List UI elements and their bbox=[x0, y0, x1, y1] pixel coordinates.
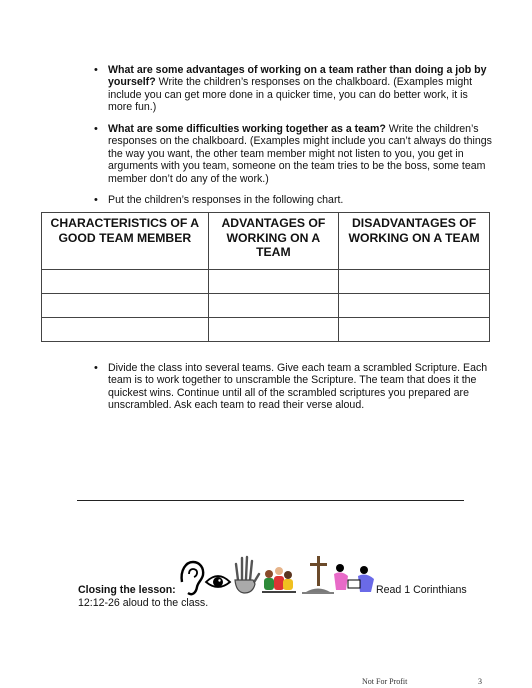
bullet-instruction: Put the children’s responses in the following chart. bbox=[108, 194, 344, 206]
page-number: 3 bbox=[478, 677, 482, 686]
table-row bbox=[42, 270, 490, 294]
bullet-instruction: Write the children’s responses on the chalkboard. (Examples might include you can get more done in a quicker time, you can do better work, it is more fun.) bbox=[108, 76, 473, 114]
eye-icon bbox=[206, 576, 230, 587]
bullet-advantages bbox=[94, 64, 492, 114]
cross-icon bbox=[302, 556, 334, 593]
bullet-dot: • bbox=[94, 64, 98, 76]
bullet-question: What are some difficulties working together as a team? bbox=[108, 123, 386, 135]
bullet-question: What are some advantages of working on a team rather than doing a job by yourself? bbox=[108, 64, 487, 89]
bullet-dot: • bbox=[94, 194, 98, 206]
children-group-icon bbox=[262, 567, 296, 592]
hand-icon bbox=[235, 557, 259, 593]
closing-reading: Read 1 Corinthians bbox=[376, 584, 467, 596]
bullet-dot: • bbox=[94, 362, 98, 374]
table-cell[interactable] bbox=[208, 270, 339, 294]
bullet-instruction: Divide the class into several teams. Give each team a scrambled Scripture. Each team is to work together to unscramble the Scripture. The team that does it the quickest wins. Continue until all of the scrambled scriptures you prepared are unscrambled. Ask each team to read their verse aloud. bbox=[108, 362, 488, 412]
table-cell[interactable] bbox=[339, 270, 490, 294]
table-cell[interactable] bbox=[42, 270, 209, 294]
table-cell[interactable] bbox=[339, 294, 490, 318]
section-divider bbox=[77, 500, 464, 501]
header-disadvantages: DISADVANTAGES OF WORKING ON A TEAM bbox=[339, 213, 490, 270]
bullet-dot: • bbox=[94, 123, 98, 135]
people-reading-icon bbox=[334, 564, 374, 592]
table-row bbox=[42, 294, 490, 318]
table-cell[interactable] bbox=[42, 318, 209, 342]
bullet-difficulties bbox=[94, 123, 492, 185]
chart-header-row bbox=[42, 213, 490, 270]
table-cell[interactable] bbox=[208, 318, 339, 342]
footer-text: Not For Profit bbox=[362, 677, 408, 686]
table-row bbox=[42, 318, 490, 342]
header-characteristics: CHARACTERISTICS OF A GOOD TEAM MEMBER bbox=[42, 213, 209, 270]
bullet-teams-activity bbox=[94, 362, 492, 412]
closing-reading-continued: 12:12-26 aloud to the class. bbox=[78, 597, 209, 609]
closing-label: Closing the lesson: bbox=[78, 584, 176, 596]
table-cell[interactable] bbox=[339, 318, 490, 342]
bullet-chart-instruction bbox=[94, 194, 492, 206]
header-advantages: ADVANTAGES OF WORKING ON A TEAM bbox=[208, 213, 339, 270]
table-cell[interactable] bbox=[208, 294, 339, 318]
senses-icon-strip bbox=[178, 552, 378, 602]
bullet-instruction: Write the children’s responses on the chalkboard. (Examples might include you can’t always do things the way you want, the other team member might not listen to you, you get in arguments with you team, someone on the team tries to be the boss, some team member don’t do any of the work.) bbox=[108, 123, 492, 185]
ear-icon bbox=[182, 562, 204, 594]
table-cell[interactable] bbox=[42, 294, 209, 318]
responses-chart bbox=[41, 212, 490, 342]
